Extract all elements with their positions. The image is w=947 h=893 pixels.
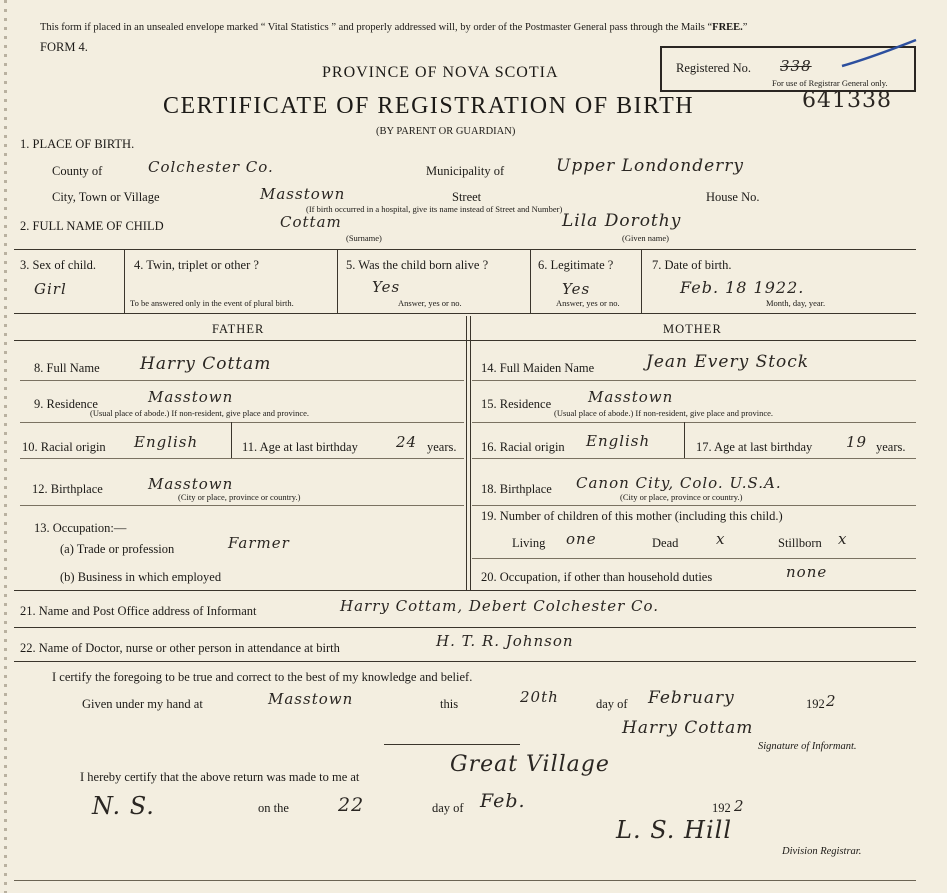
sex-label: 3. Sex of child. <box>20 258 97 272</box>
alive-label: 5. Was the child born alive ? <box>346 258 489 272</box>
mother-age-label: 17. Age at last birthday <box>696 440 813 454</box>
row3-bottom-rule <box>14 313 916 314</box>
rule <box>472 458 916 459</box>
doctor-value: H. T. R. Johnson <box>436 632 574 650</box>
bottom-rule <box>14 880 916 881</box>
dead-label: Dead <box>652 536 679 550</box>
informant-signature-label: Signature of Informant. <box>758 741 857 752</box>
mother-name-value: Jean Every Stock <box>646 352 810 372</box>
registered-value: 338 <box>780 57 812 75</box>
parents-heading-rule <box>14 340 916 341</box>
certificate-subtitle: (BY PARENT OR GUARDIAN) <box>376 126 516 137</box>
father-race-value: English <box>134 433 199 451</box>
on-the-label: on the <box>258 801 289 815</box>
house-label: House No. <box>706 190 760 204</box>
mother-occupation-value: none <box>786 563 828 581</box>
year-prefix: 192 <box>806 697 825 711</box>
day-value: 20th <box>520 688 559 706</box>
stillborn-label: Stillborn <box>778 536 822 550</box>
date-note: Month, day, year. <box>766 298 826 308</box>
divider <box>641 249 642 313</box>
county-value: Colchester Co. <box>148 158 274 176</box>
mother-occupation-label: 20. Occupation, if other than household duties <box>481 570 713 584</box>
registrar-signature: L. S. Hill <box>616 816 732 844</box>
month2-value: Feb. <box>480 790 526 812</box>
registration-number: 641338 <box>802 88 892 113</box>
father-race-label: 10. Racial origin <box>22 440 106 454</box>
municipality-value: Upper Londonderry <box>556 156 745 176</box>
father-years: years. <box>427 440 457 454</box>
place-of-birth-heading: 1. PLACE OF BIRTH. <box>20 137 135 151</box>
mother-birthplace-label: 18. Birthplace <box>481 482 552 496</box>
return-place: Great Village <box>450 752 610 777</box>
year2-value: 2 <box>734 797 745 815</box>
mother-children-label: 19. Number of children of this mother (including this child.) <box>481 509 783 523</box>
informant-bottom-rule <box>14 627 916 628</box>
doctor-bottom-rule <box>14 661 916 662</box>
divider <box>231 422 232 458</box>
given-note: (Given name) <box>622 233 669 243</box>
given-place: Masstown <box>268 690 354 708</box>
father-residence-value: Masstown <box>148 388 234 406</box>
dead-value: x <box>716 530 726 548</box>
father-occupation-label: 13. Occupation:— <box>34 521 127 535</box>
alive-note: Answer, yes or no. <box>398 298 462 308</box>
return-label: I hereby certify that the above return was made to me at <box>80 770 360 784</box>
divider <box>684 422 685 458</box>
perforation-edge <box>4 0 7 893</box>
rule <box>472 422 916 423</box>
father-birthplace-note: (City or place, province or country.) <box>178 492 301 502</box>
father-name-value: Harry Cottam <box>140 354 272 374</box>
hospital-note: (If birth occurred in a hospital, give its name instead of Street and Number) <box>306 204 563 214</box>
row3-top-rule <box>14 249 916 250</box>
form-number: FORM 4. <box>40 40 88 54</box>
father-age-label: 11. Age at last birthday <box>242 440 358 454</box>
father-heading: FATHER <box>212 322 265 336</box>
living-label: Living <box>512 536 546 550</box>
rule <box>20 505 464 506</box>
year-value: 2 <box>826 692 837 710</box>
twin-note: To be answered only in the event of plural birth. <box>130 298 294 308</box>
on-day-value: 22 <box>338 794 365 816</box>
date-label: 7. Date of birth. <box>652 258 732 272</box>
divider <box>124 249 125 313</box>
surname-note: (Surname) <box>346 233 382 243</box>
this-label: this <box>440 697 459 711</box>
rule <box>472 558 916 559</box>
certify-statement: I certify the foregoing to be true and correct to the best of my knowledge and belief. <box>52 670 473 684</box>
rule <box>20 380 464 381</box>
mother-birthplace-note: (City or place, province or country.) <box>620 492 743 502</box>
legitimate-note: Answer, yes or no. <box>556 298 620 308</box>
mother-years: years. <box>876 440 906 454</box>
rule <box>472 505 916 506</box>
living-value: one <box>566 530 597 548</box>
father-name-label: 8. Full Name <box>34 361 100 375</box>
city-label: City, Town or Village <box>52 190 160 204</box>
blue-check-mark <box>840 36 920 76</box>
parents-divider <box>466 316 467 590</box>
municipality-label: Municipality of <box>426 164 505 178</box>
father-birthplace-value: Masstown <box>148 475 234 493</box>
divider <box>530 249 531 313</box>
province-value: N. S. <box>92 792 155 820</box>
registrar-label: Division Registrar. <box>782 846 862 857</box>
mother-race-value: English <box>586 432 651 450</box>
informant-signature: Harry Cottam <box>622 718 754 738</box>
date-value: Feb. 18 1922. <box>680 278 805 297</box>
given-label: Given under my hand at <box>82 697 203 711</box>
father-trade-label: (a) Trade or profession <box>60 542 175 556</box>
rule <box>20 458 464 459</box>
legitimate-value: Yes <box>562 280 591 298</box>
registrar-general-note: For use of Registrar General only. <box>772 78 888 88</box>
alive-value: Yes <box>372 278 401 296</box>
father-trade-value: Farmer <box>228 534 290 552</box>
short-rule <box>384 744 520 745</box>
stillborn-value: x <box>838 530 848 548</box>
father-birthplace-label: 12. Birthplace <box>32 482 103 496</box>
mother-name-label: 14. Full Maiden Name <box>481 361 595 375</box>
father-age-value: 24 <box>396 433 418 451</box>
informant-label: 21. Name and Post Office address of Informant <box>20 604 257 618</box>
child-name-label: 2. FULL NAME OF CHILD <box>20 219 164 233</box>
street-label: Street <box>452 190 482 204</box>
day-of-label-2: day of <box>432 801 464 815</box>
mother-race-label: 16. Racial origin <box>481 440 565 454</box>
mother-residence-note: (Usual place of abode.) If non-resident, give place and province. <box>554 408 774 418</box>
day-of-label: day of <box>596 697 628 711</box>
father-business-label: (b) Business in which employed <box>60 570 222 584</box>
mother-heading: MOTHER <box>663 322 722 336</box>
child-given-name: Lila Dorothy <box>562 211 682 231</box>
mother-residence-label: 15. Residence <box>481 397 552 411</box>
child-surname: Cottam <box>280 213 342 231</box>
informant-top-rule <box>14 590 916 591</box>
divider <box>337 249 338 313</box>
mother-birthplace-value: Canon City, Colo. U.S.A. <box>576 474 782 492</box>
postal-notice: This form if placed in an unsealed envelope marked “ Vital Statistics ” and properly addressed will, by order of the Postmaster General pass through the Mails “FREE.” <box>40 22 748 33</box>
registered-label: Registered No. <box>676 61 751 75</box>
informant-value: Harry Cottam, Debert Colchester Co. <box>340 597 660 615</box>
twin-label: 4. Twin, triplet or other ? <box>134 258 259 272</box>
father-residence-label: 9. Residence <box>34 397 98 411</box>
year2-prefix: 192 <box>712 801 731 815</box>
certificate-title: CERTIFICATE OF REGISTRATION OF BIRTH <box>163 93 695 119</box>
father-residence-note: (Usual place of abode.) If non-resident, give place and province. <box>90 408 310 418</box>
legitimate-label: 6. Legitimate ? <box>538 258 614 272</box>
rule <box>20 422 464 423</box>
month-value: February <box>648 688 735 708</box>
city-value: Masstown <box>260 185 346 203</box>
rule <box>472 380 916 381</box>
mother-residence-value: Masstown <box>588 388 674 406</box>
province-heading: PROVINCE OF NOVA SCOTIA <box>322 64 559 81</box>
parents-divider-2 <box>470 316 471 590</box>
sex-value: Girl <box>34 280 67 298</box>
doctor-label: 22. Name of Doctor, nurse or other person in attendance at birth <box>20 641 340 655</box>
county-label: County of <box>52 164 103 178</box>
mother-age-value: 19 <box>846 433 868 451</box>
